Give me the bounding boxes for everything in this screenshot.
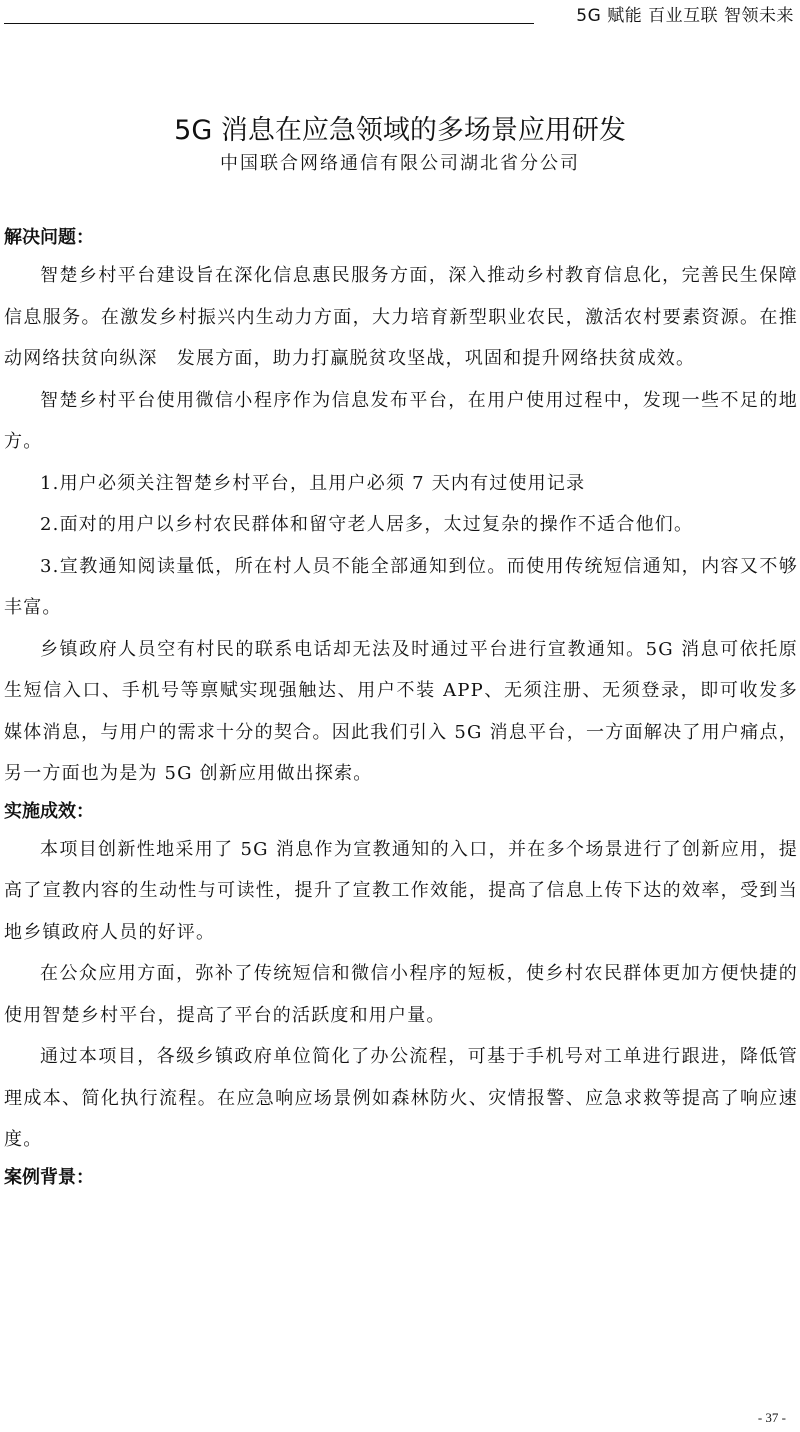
- paragraph: 本项目创新性地采用了 5G 消息作为宣教通知的入口，并在多个场景进行了创新应用，提高了宣教内容的生动性与可读性，提升了宣教工作效能，提高了信息上传下达的效率，受到当地乡镇政府人员的好评。: [4, 838, 798, 943]
- document-body: [4, 221, 798, 1195]
- section-heading-background: 案例背景：: [4, 1166, 94, 1188]
- section-heading-problem: 解决问题：: [4, 227, 94, 248]
- list-item: 1.用户必须关注智楚乡村平台，且用户必须 7 天内有过使用记录: [40, 472, 586, 494]
- section-heading-effect: 实施成效：: [4, 800, 94, 822]
- document-subtitle: 中国联合网络通信有限公司湖北省分公司: [220, 153, 580, 174]
- header-rule: [4, 23, 534, 24]
- paragraph: 智楚乡村平台建设旨在深化信息惠民服务方面，深入推动乡村教育信息化，完善民生保障信息服务。在激发乡村振兴内生动力方面，大力培育新型职业农民，激活农村要素资源。在推动网络扶贫向纵深 发展方面，助力打赢脱贫攻坚战，巩固和提升网络扶贫成效。: [4, 265, 798, 369]
- paragraph: 在公众应用方面，弥补了传统短信和微信小程序的短板，使乡村农民群体更加方便快捷的使用智楚乡村平台，提高了平台的活跃度和用户量。: [4, 963, 798, 1026]
- page-number: - 37 -: [757, 1410, 786, 1425]
- paragraph: 通过本项目，各级乡镇政府单位简化了办公流程，可基于手机号对工单进行跟进，降低管理成本、简化执行流程。在应急响应场景例如森林防火、灾情报警、应急求救等提高了响应速度。: [4, 1046, 798, 1150]
- list-item: 3.宣教通知阅读量低，所在村人员不能全部通知到位。而使用传统短信通知，内容又不够丰富。: [4, 555, 798, 618]
- paragraph: 乡镇政府人员空有村民的联系电话却无法及时通过平台进行宣教通知。5G 消息可依托原生短信入口、手机号等禀赋实现强触达、用户不装 APP、无须注册、无须登录，即可收发多媒体消息，与用户的需求十分的契合。因此我们引入 5G 消息平台，一方面解决了用户痛点，另一方面也为是为 5G 创新应用做出探索。: [4, 638, 798, 784]
- document-title: 5G 消息在应急领域的多场景应用研发: [174, 115, 626, 147]
- list-item: 2.面对的用户以乡村农民群体和留守老人居多，太过复杂的操作不适合他们。: [40, 514, 694, 535]
- paragraph: 智楚乡村平台使用微信小程序作为信息发布平台，在用户使用过程中，发现一些不足的地方。: [4, 389, 798, 452]
- header-slogan: 5G 赋能 百业互联 智领未来: [576, 6, 794, 26]
